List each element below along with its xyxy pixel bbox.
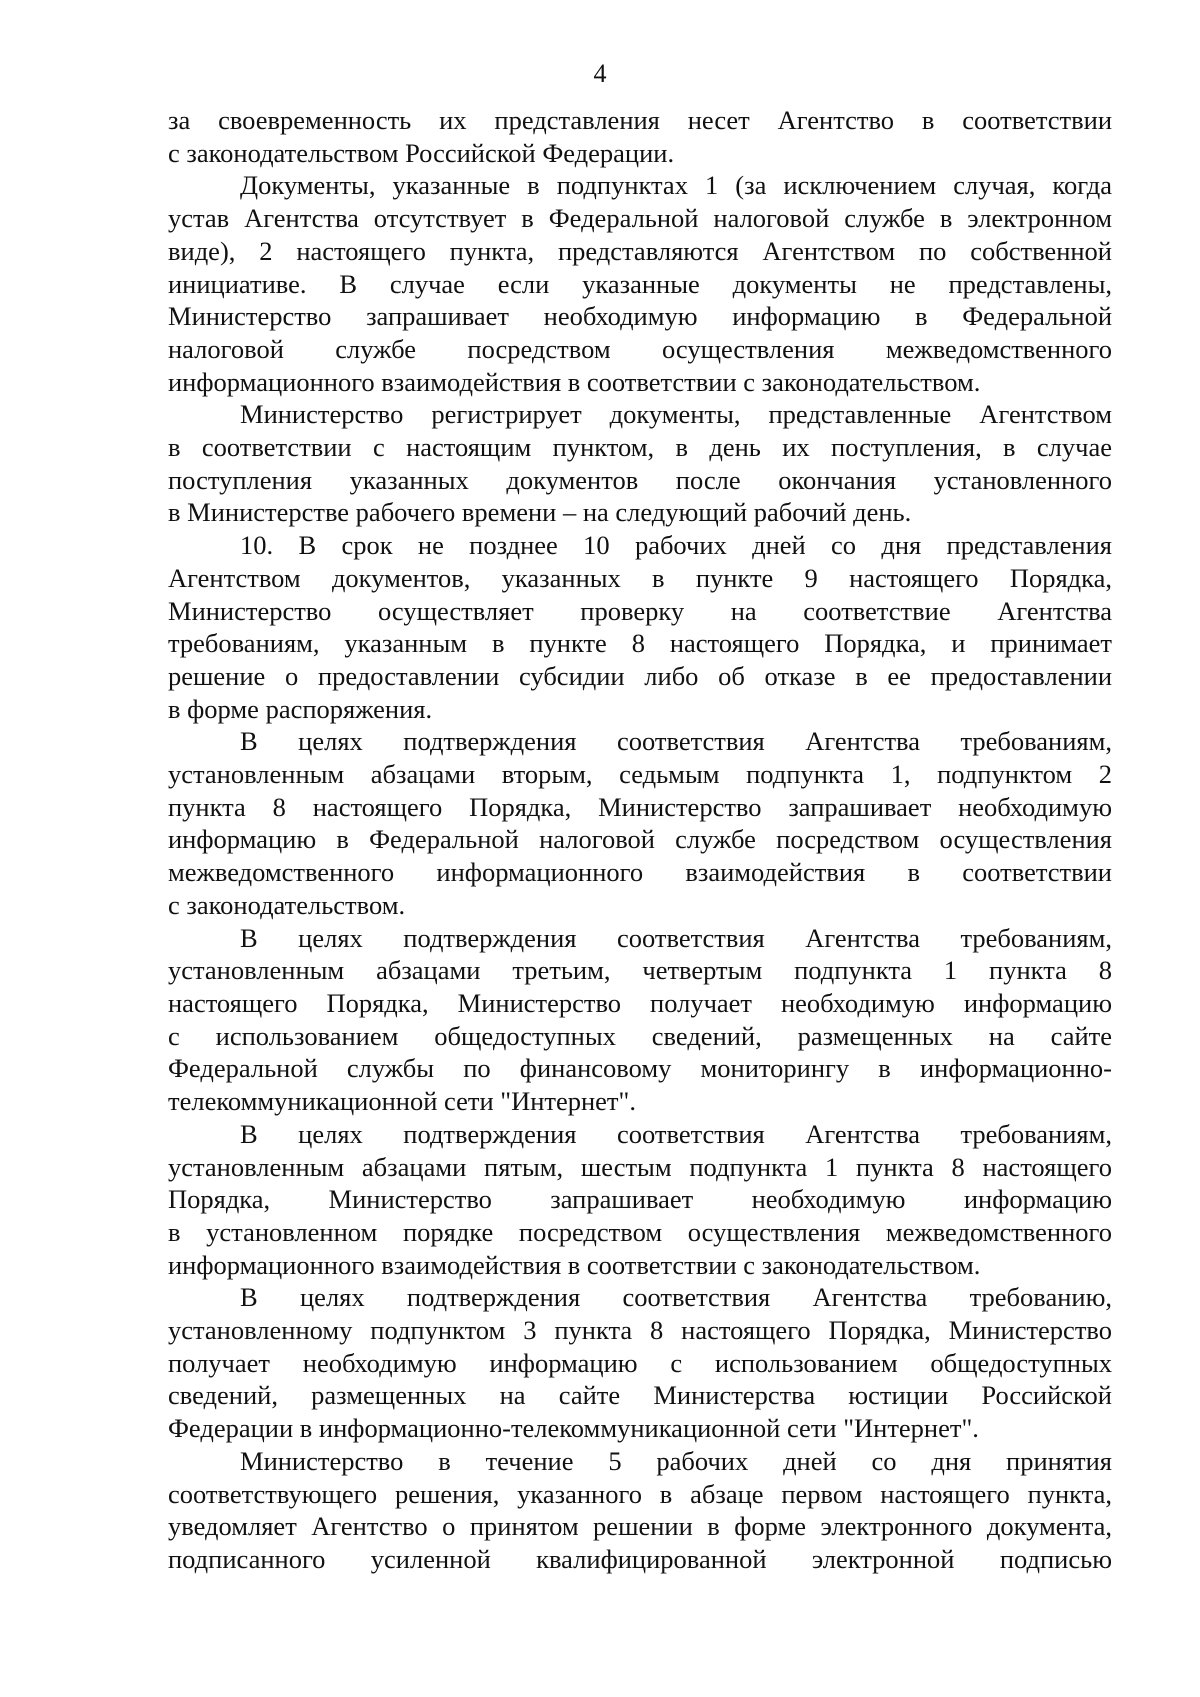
text-line: В целях подтверждения соответствия Агентства требованиям, bbox=[240, 1118, 1112, 1149]
text-line: Министерство регистрирует документы, представленные Агентством bbox=[240, 399, 1112, 430]
text-line: в Министерстве рабочего времени – на следующий рабочий день. bbox=[168, 497, 912, 528]
text-line: установленному подпунктом 3 пункта 8 настоящего Порядка, Министерство bbox=[168, 1315, 1112, 1346]
document-body bbox=[168, 104, 1112, 1576]
text-line: 10. В срок не позднее 10 рабочих дней со дня представления bbox=[240, 530, 1112, 561]
text-line: решение о предоставлении субсидии либо об отказе в ее предоставлении bbox=[168, 660, 1112, 691]
text-line: сведений, размещенных на сайте Министерства юстиции Российской bbox=[168, 1380, 1112, 1411]
text-line: В целях подтверждения соответствия Агентства требованиям, bbox=[240, 922, 1112, 953]
text-line: в соответствии с настоящим пунктом, в день их поступления, в случае bbox=[168, 432, 1112, 463]
text-line: Документы, указанные в подпунктах 1 (за исключением случая, когда bbox=[240, 170, 1112, 201]
text-line: в установленном порядке посредством осуществления межведомственного bbox=[168, 1216, 1112, 1247]
text-line: получает необходимую информацию с использованием общедоступных bbox=[168, 1347, 1112, 1378]
text-line: межведомственного информационного взаимодействия в соответствии bbox=[168, 857, 1112, 888]
text-line: инициативе. В случае если указанные документы не представлены, bbox=[168, 268, 1112, 299]
page-number: 4 bbox=[593, 59, 607, 88]
text-line: за своевременность их представления несет Агентство в соответствии bbox=[168, 105, 1112, 135]
text-line: Министерство осуществляет проверку на соответствие Агентства bbox=[168, 595, 1112, 626]
paragraph-p0 bbox=[168, 104, 1112, 169]
text-line: установленным абзацами третьим, четвертым подпункта 1 пункта 8 bbox=[168, 955, 1112, 986]
text-line: с законодательством Российской Федерации. bbox=[168, 137, 675, 168]
text-line: пункта 8 настоящего Порядка, Министерство запрашивает необходимую bbox=[168, 791, 1112, 822]
text-line: налоговой службе посредством осуществления межведомственного bbox=[168, 333, 1112, 364]
text-line: с использованием общедоступных сведений, размещенных на сайте bbox=[168, 1020, 1112, 1051]
paragraph-p1 bbox=[168, 169, 1112, 398]
text-line: В целях подтверждения соответствия Агентства требованиям, bbox=[240, 726, 1112, 757]
text-line: подписанного усиленной квалифицированной электронной подписью bbox=[168, 1543, 1112, 1574]
text-line: уведомляет Агентство о принятом решении в форме электронного документа, bbox=[168, 1511, 1112, 1542]
text-line: установленным абзацами пятым, шестым подпункта 1 пункта 8 настоящего bbox=[168, 1151, 1112, 1182]
paragraph-p8 bbox=[168, 1445, 1112, 1576]
text-line: информационного взаимодействия в соответствии с законодательством. bbox=[168, 366, 981, 397]
text-line: Агентством документов, указанных в пункте 9 настоящего Порядка, bbox=[168, 562, 1112, 593]
text-line: Федеральной службы по финансовому мониторингу в информационно- bbox=[168, 1053, 1112, 1084]
text-line: В целях подтверждения соответствия Агентства требованию, bbox=[240, 1282, 1112, 1313]
paragraph-p3 bbox=[168, 529, 1112, 725]
text-line: в форме распоряжения. bbox=[168, 693, 433, 724]
text-line: Министерство запрашивает необходимую информацию в Федеральной bbox=[168, 301, 1112, 332]
text-line: информацию в Федеральной налоговой службе посредством осуществления bbox=[168, 824, 1112, 855]
text-line: виде), 2 настоящего пункта, представляются Агентством по собственной bbox=[168, 235, 1112, 266]
text-line: установленным абзацами вторым, седьмым подпункта 1, подпунктом 2 bbox=[168, 759, 1112, 790]
text-line: Федерации в информационно-телекоммуникационной сети "Интернет". bbox=[168, 1413, 979, 1444]
text-line: телекоммуникационной сети "Интернет". bbox=[168, 1086, 636, 1117]
paragraph-p5 bbox=[168, 922, 1112, 1118]
text-line: настоящего Порядка, Министерство получает необходимую информацию bbox=[168, 987, 1112, 1018]
paragraph-p2 bbox=[168, 398, 1112, 529]
text-line: требованиям, указанным в пункте 8 настоящего Порядка, и принимает bbox=[168, 628, 1112, 659]
text-line: с законодательством. bbox=[168, 889, 406, 920]
paragraph-p7 bbox=[168, 1281, 1112, 1445]
text-line: Министерство в течение 5 рабочих дней со дня принятия bbox=[240, 1445, 1112, 1476]
text-line: соответствующего решения, указанного в абзаце первом настоящего пункта, bbox=[168, 1478, 1112, 1509]
paragraph-p6 bbox=[168, 1118, 1112, 1282]
text-line: устав Агентства отсутствует в Федеральной налоговой службе в электронном bbox=[168, 203, 1112, 234]
text-line: Порядка, Министерство запрашивает необходимую информацию bbox=[168, 1184, 1112, 1215]
text-line: поступления указанных документов после окончания установленного bbox=[168, 464, 1112, 495]
paragraph-p4 bbox=[168, 725, 1112, 921]
text-line: информационного взаимодействия в соответствии с законодательством. bbox=[168, 1249, 981, 1280]
